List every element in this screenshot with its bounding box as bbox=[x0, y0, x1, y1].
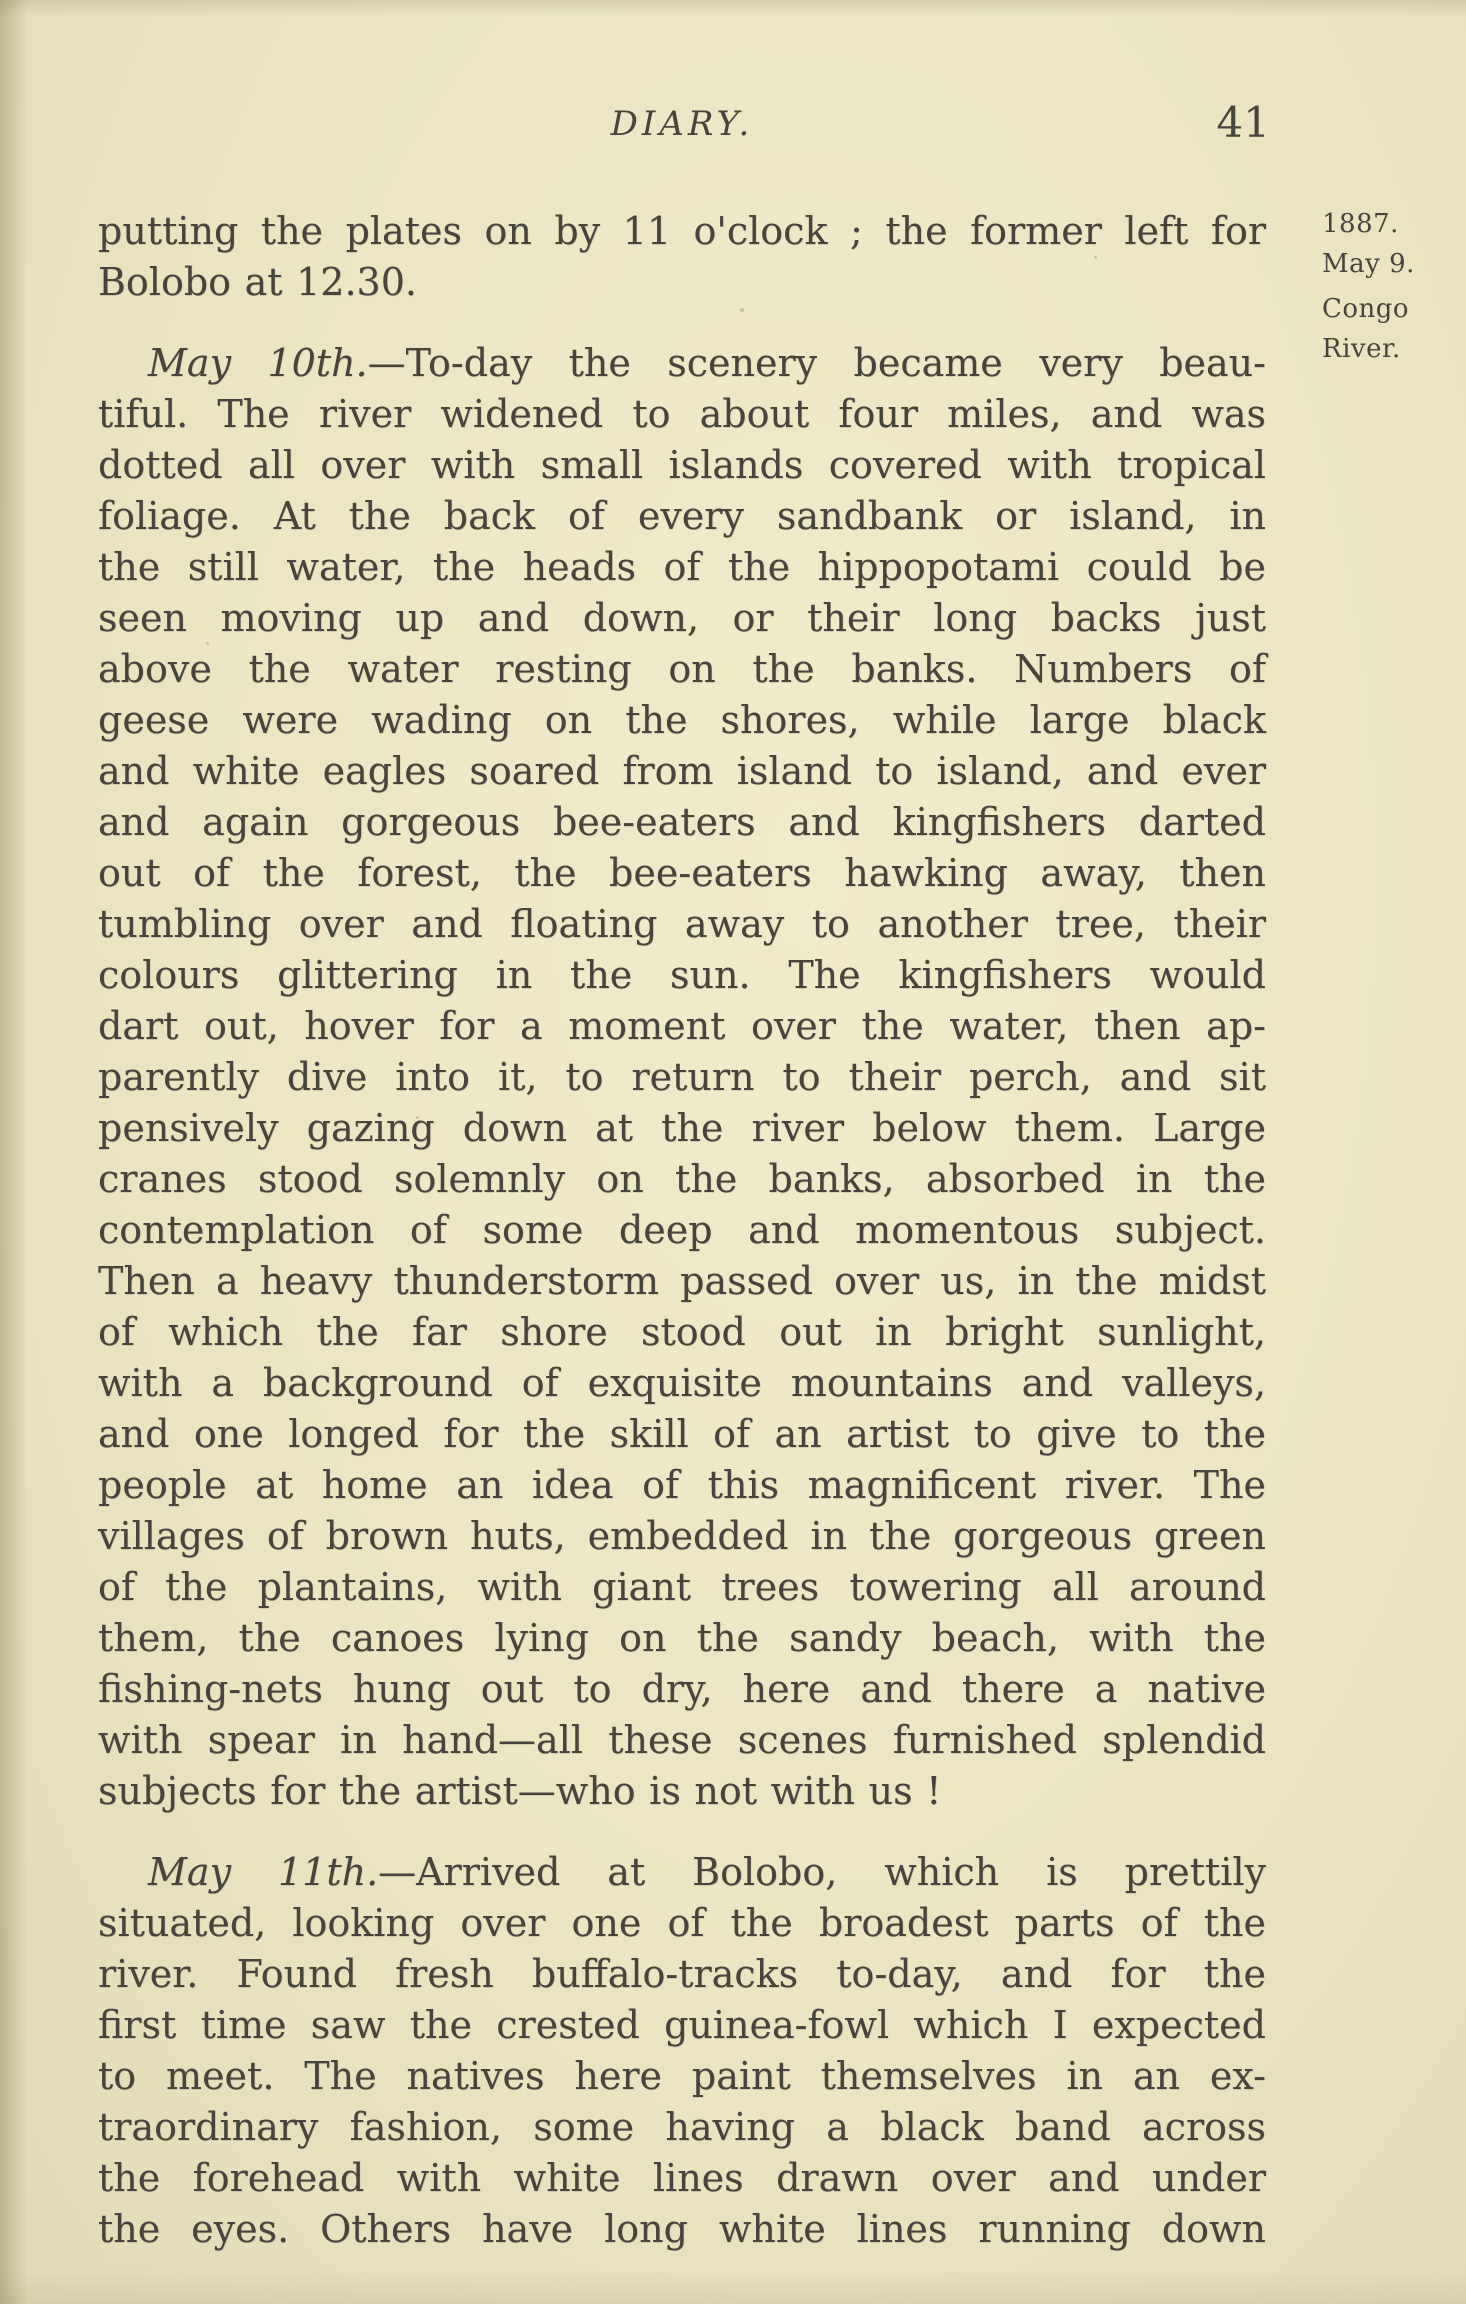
text-line: Then a heavy thunderstorm passed over us, in the midst bbox=[98, 1259, 1266, 1303]
text-line: with a background of exquisite mountains and valleys, bbox=[98, 1361, 1266, 1405]
text-line: parently dive into it, to return to their perch, and sit bbox=[98, 1055, 1266, 1099]
margin-note bbox=[1322, 204, 1458, 369]
entry-date: May 10th. bbox=[148, 341, 368, 385]
text-line: of which the far shore stood out in bright sunlight, bbox=[98, 1310, 1266, 1354]
page-bottom-shadow bbox=[0, 2270, 1466, 2304]
text-line: Bolobo at 12.30. bbox=[98, 260, 417, 304]
text-line: with spear in hand—all these scenes furnished splendid bbox=[98, 1718, 1266, 1762]
text-line: fishing-nets hung out to dry, here and there a native bbox=[98, 1667, 1266, 1711]
text-line: situated, looking over one of the broadest parts of the bbox=[98, 1901, 1266, 1945]
text-line: dart out, hover for a moment over the water, then ap- bbox=[98, 1004, 1266, 1048]
text-line: pensively gazing down at the river below them. Large bbox=[98, 1106, 1266, 1150]
page-gutter-shadow bbox=[0, 0, 28, 2304]
text-line: the eyes. Others have long white lines running down bbox=[98, 2207, 1266, 2251]
text-line: people at home an idea of this magnificent river. The bbox=[98, 1463, 1266, 1507]
text-line: putting the plates on by 11 o'clock ; the former left for bbox=[98, 209, 1266, 253]
text-line: foliage. At the back of every sandbank or island, in bbox=[98, 494, 1266, 538]
running-header: DIARY. bbox=[610, 104, 754, 144]
text-line-rest: —Arrived at Bolobo, which is prettily bbox=[378, 1850, 1266, 1894]
text-line: and white eagles soared from island to island, and ever bbox=[98, 749, 1266, 793]
text-line: out of the forest, the bee-eaters hawking away, then bbox=[98, 851, 1266, 895]
text-line: seen moving up and down, or their long backs just bbox=[98, 596, 1266, 640]
text-line: geese were wading on the shores, while large black bbox=[98, 698, 1266, 742]
entry-date: May 11th. bbox=[148, 1850, 379, 1894]
text-line-rest: —To-day the scenery became very beau- bbox=[367, 341, 1266, 385]
page-body-text bbox=[98, 206, 1266, 2255]
text-line: tiful. The river widened to about four miles, and was bbox=[98, 392, 1266, 436]
text-line: and one longed for the skill of an artist to give to the bbox=[98, 1412, 1266, 1456]
margin-note-line: May 9. bbox=[1322, 249, 1415, 279]
text-line: the still water, the heads of the hippopotami could be bbox=[98, 545, 1266, 589]
text-line: subjects for the artist—who is not with us ! bbox=[98, 1769, 942, 1813]
margin-note-line: 1887. bbox=[1322, 209, 1399, 239]
text-line: above the water resting on the banks. Numbers of bbox=[98, 647, 1266, 691]
text-line: the forehead with white lines drawn over and under bbox=[98, 2156, 1266, 2200]
text-line: to meet. The natives here paint themselves in an ex- bbox=[98, 2054, 1266, 2098]
text-line: dotted all over with small islands covered with tropical bbox=[98, 443, 1266, 487]
text-line: contemplation of some deep and momentous subject. bbox=[98, 1208, 1266, 1252]
text-line: colours glittering in the sun. The kingfishers would bbox=[98, 953, 1266, 997]
margin-note-line: Congo bbox=[1322, 294, 1410, 324]
text-line: tumbling over and floating away to another tree, their bbox=[98, 902, 1266, 946]
text-line: them, the canoes lying on the sandy beach, with the bbox=[98, 1616, 1266, 1660]
text-line: cranes stood solemnly on the banks, absorbed in the bbox=[98, 1157, 1266, 1201]
text-line: villages of brown huts, embedded in the gorgeous green bbox=[98, 1514, 1266, 1558]
text-line: of the plantains, with giant trees towering all around bbox=[98, 1565, 1266, 1609]
text-line bbox=[98, 1847, 1266, 1898]
paragraph-may-10 bbox=[98, 338, 1266, 1817]
text-line: and again gorgeous bee-eaters and kingfishers darted bbox=[98, 800, 1266, 844]
text-line bbox=[98, 338, 1266, 389]
text-line: traordinary fashion, some having a black band across bbox=[98, 2105, 1266, 2149]
margin-note-line: River. bbox=[1322, 334, 1401, 364]
paragraph-may-11 bbox=[98, 1847, 1266, 2255]
page-top-shadow bbox=[0, 0, 1466, 16]
text-line: river. Found fresh buffalo-tracks to-day, and for the bbox=[98, 1952, 1266, 1996]
paragraph-continuation bbox=[98, 206, 1266, 308]
page-number: 41 bbox=[1216, 98, 1270, 147]
text-line: first time saw the crested guinea-fowl which I expected bbox=[98, 2003, 1266, 2047]
